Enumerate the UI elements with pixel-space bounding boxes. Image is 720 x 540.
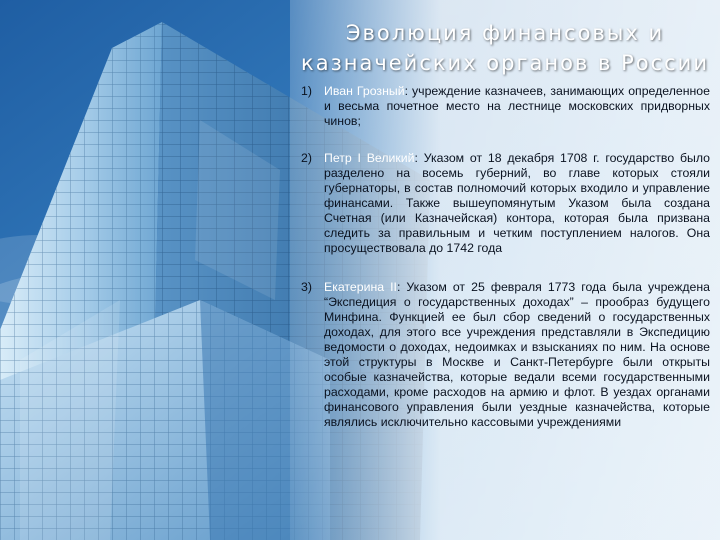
list-item <box>298 280 710 430</box>
slide-title-line2: казначейских органов в России <box>301 51 709 75</box>
list-item <box>298 84 710 129</box>
list-item-number: 2) <box>301 151 312 165</box>
slide-title-line1: Эволюция финансовых и <box>345 21 665 45</box>
list-item-number: 1) <box>301 84 312 98</box>
list-item-text: : Указом от 25 февраля 1773 года была учреждена “Экспедиция о государственных доходах” – прообраз будущего Минфина. Функцией ее был сбор сведений о государственных доходах, для этого все учреждения представляли в Экспедицию ведомости о доходах, недоимках и взысканиях по ним. На основе этой структуры в Москве и Санкт-Петербурге были открыты особые казначейства, которые ведали всеми государственными расходами, кроме расходов на армию и флот. В уездах органами финансового управления были уездные казначейства, которые являлись исключительно кассовыми учреждениями <box>324 280 710 429</box>
slide-title <box>300 18 710 78</box>
list-item-name: Иван Грозный <box>324 84 405 98</box>
list-item-text: : учреждение казначеев, занимающих определенное и весьма почетное место на лестнице московских придворных чинов; <box>324 84 710 128</box>
list-item-name: Екатерина II <box>324 280 397 294</box>
list-item <box>298 151 710 256</box>
numbered-list <box>298 84 710 430</box>
list-item-text: : Указом от 18 декабря 1708 г. государство было разделено на восемь губерний, во главе которых стояли губернаторы, в состав полномочий которых входило и управление финансами. Также вышеупомянутым Указом была создана Счетная (или Казначейская) контора, которая была призвана следить за правильным и четким поступлением налогов. Она просуществовала до 1742 года <box>324 151 710 255</box>
list-item-name: Петр I Великий <box>324 151 415 165</box>
list-item-number: 3) <box>301 280 312 294</box>
